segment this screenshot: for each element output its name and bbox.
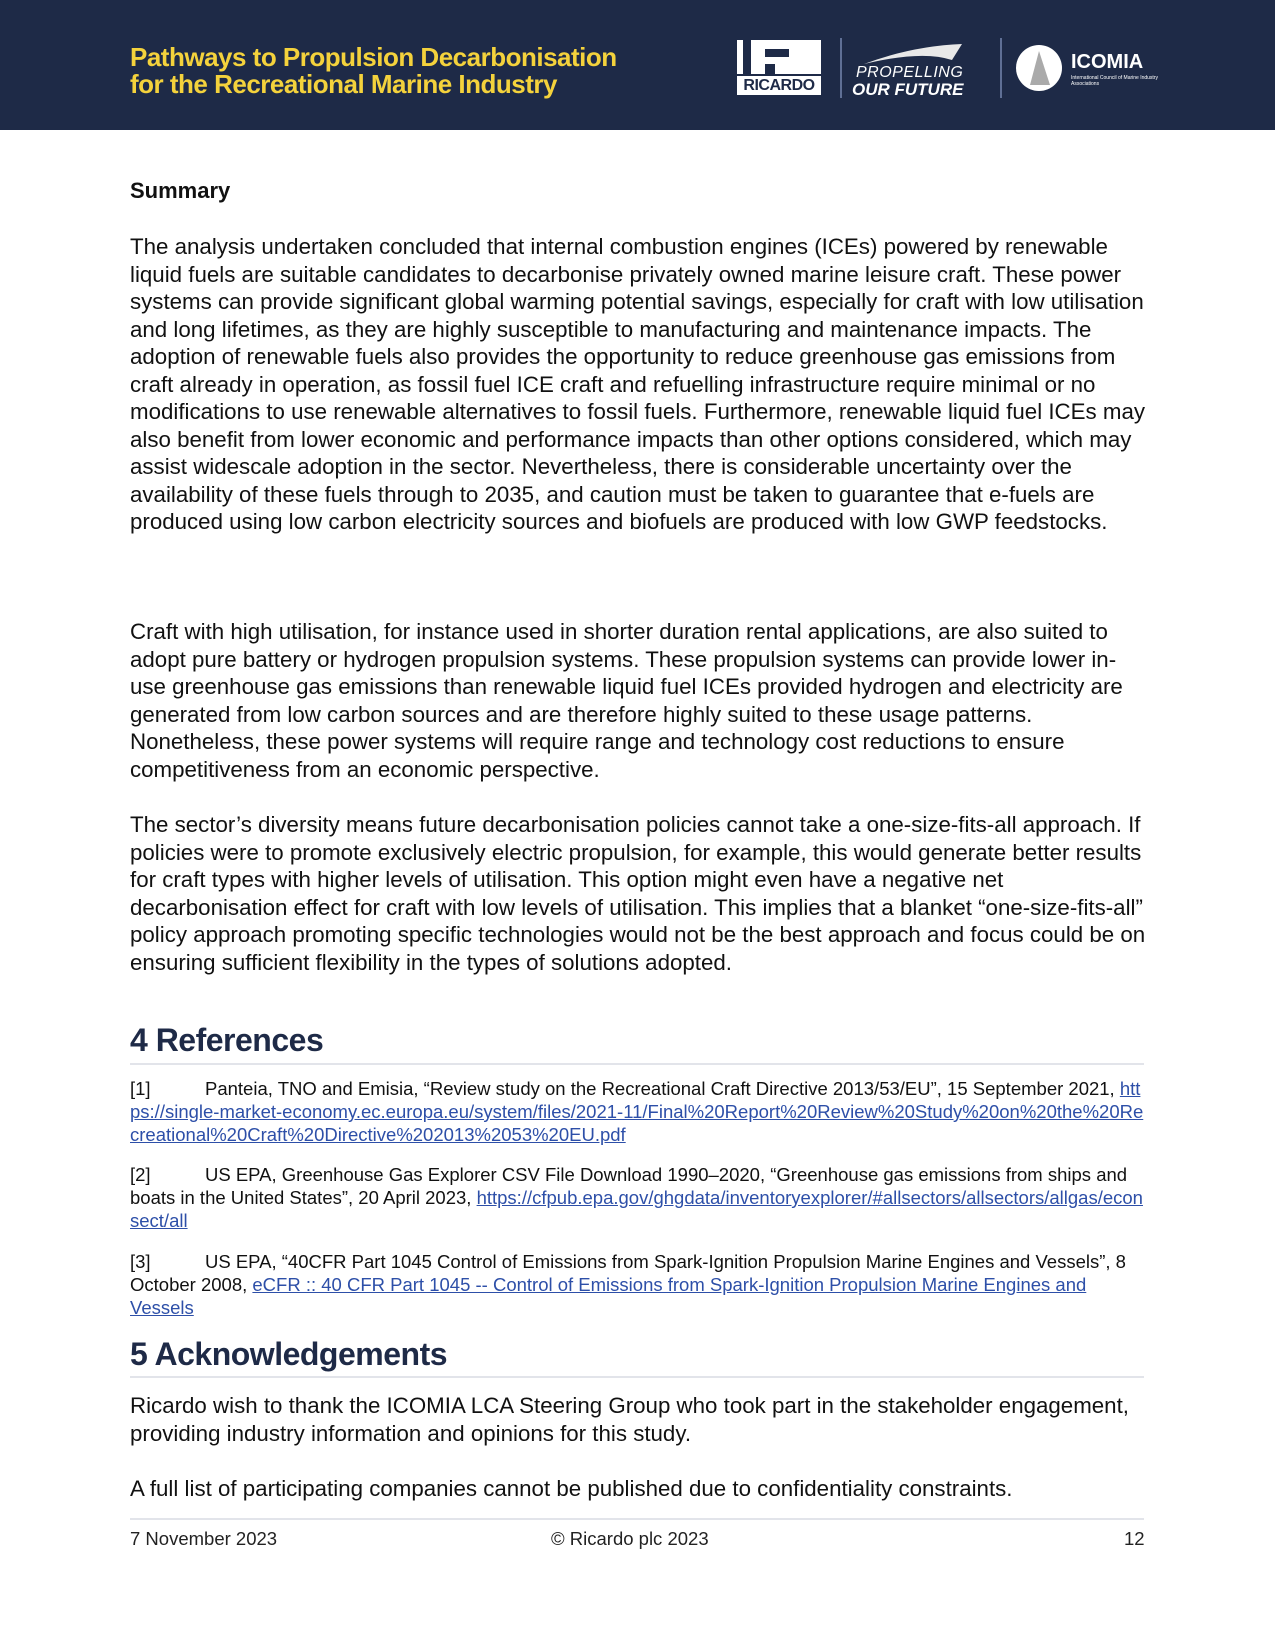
divider xyxy=(130,1376,1144,1378)
reference-text: Panteia, TNO and Emisia, “Review study on the Recreational Craft Directive 2013/53/EU”, 15 September 2021, xyxy=(205,1078,1120,1099)
summary-paragraph: The analysis undertaken concluded that internal combustion engines (ICEs) powered by renewable liquid fuels are suitable candidates to decarbonise privately owned marine leisure craft. These power systems can provide significant global warming potential savings, especially for craft with low utilisation and long lifetimes, as they are highly susceptible to manufacturing and maintenance impacts. The adoption of renewable fuels also provides the opportunity to reduce greenhouse gas emissions from craft already in operation, as fossil fuel ICE craft and refuelling infrastructure require minimal or no modifications to use renewable alternatives to fossil fuels. Furthermore, renewable liquid fuel ICEs may also benefit from lower economic and performance impacts than other options considered, which may assist widescale adoption in the sector. Nevertheless, there is considerable uncertainty over the availability of these fuels through to 2035, and caution must be taken to guarantee that e-fuels are produced using low carbon electricity sources and biofuels are produced with low GWP feedstocks. xyxy=(130,234,1145,534)
logo-divider xyxy=(840,38,842,98)
reference-item xyxy=(130,1077,1150,1146)
reference-item xyxy=(130,1250,1150,1319)
summary-paragraph: The sector’s diversity means future decarbonisation policies cannot take a one-size-fits-all approach. If policies were to promote exclusively electric propulsion, for example, this would generate better results for craft types with higher levels of utilisation. This option might even have a negative net decarbonisation effect for craft with low levels of utilisation. This implies that a blanket “one-size-fits-all” policy approach promoting specific technologies would not be the best approach and focus could be on ensuring sufficient flexibility in the types of solutions adopted. xyxy=(130,812,1146,975)
ricardo-r-mark xyxy=(737,40,821,74)
references-heading: 4 References xyxy=(130,1022,324,1058)
title-line-2: for the Recreational Marine Industry xyxy=(130,69,557,99)
icomia-wordmark: ICOMIA xyxy=(1071,51,1144,73)
boat-swoosh-icon xyxy=(862,40,972,66)
reference-link[interactable]: https://single-market-economy.ec.europa.eu/system/files/2021-11/Final%20Report%20Review%20Study%20on%20the%20Recreational%20Craft%20Directive%202013%2053%20EU.pdf xyxy=(130,1078,1144,1145)
reference-link[interactable]: https://cfpub.epa.gov/ghgdata/inventoryexplorer/#allsectors/allsectors/allgas/econsect/all xyxy=(130,1187,1143,1231)
reference-number: [2] xyxy=(130,1164,151,1185)
propelling-text: PROPELLING xyxy=(856,64,964,81)
page-number: 12 xyxy=(1124,1528,1145,1549)
acknowledgements-paragraph: A full list of participating companies cannot be published due to confidentiality constraints. xyxy=(130,1476,1013,1501)
footer-date: 7 November 2023 xyxy=(130,1528,278,1549)
acknowledgements-paragraph: Ricardo wish to thank the ICOMIA LCA Steering Group who took part in the stakeholder engagement, providing industry information and opinions for this study. xyxy=(130,1393,1129,1446)
ricardo-wordmark: RICARDO xyxy=(737,76,821,95)
acknowledgements-heading: 5 Acknowledgements xyxy=(130,1336,448,1372)
our-future-text: OUR FUTURE xyxy=(852,80,964,99)
page-header xyxy=(0,0,1275,130)
document-title xyxy=(130,44,617,98)
reference-item xyxy=(130,1163,1150,1232)
logo-divider xyxy=(1000,38,1002,98)
ricardo-logo xyxy=(737,40,821,95)
summary-heading: Summary xyxy=(130,178,231,203)
reference-link[interactable]: eCFR :: 40 CFR Part 1045 -- Control of Emissions from Spark-Ignition Propulsion Marine Engines and Vessels xyxy=(130,1274,1087,1318)
reference-text: US EPA, “40CFR Part 1045 Control of Emissions from Spark-Ignition Propulsion Marine Engines and Vessels”, 8 October 2008, xyxy=(130,1251,1126,1295)
divider xyxy=(130,1063,1144,1065)
icomia-subtitle: International Council of Marine Industry Associations xyxy=(1071,75,1158,87)
summary-paragraph: Craft with high utilisation, for instance used in shorter duration rental applications, are also suited to adopt pure battery or hydrogen propulsion systems. These propulsion systems can provide lower in-use greenhouse gas emissions than renewable liquid fuel ICEs provided hydrogen and electricity are generated from low carbon sources and are therefore highly suited to these usage patterns. Nonetheless, these power systems will require range and technology cost reductions to ensure competitiveness from an economic perspective. xyxy=(130,619,1123,782)
reference-number: [1] xyxy=(130,1078,151,1099)
reference-text: US EPA, Greenhouse Gas Explorer CSV File Download 1990–2020, “Greenhouse gas emissions from ships and boats in the United States”, 20 April 2023, xyxy=(130,1164,1128,1208)
title-line-1: Pathways to Propulsion Decarbonisation xyxy=(130,42,617,72)
reference-number: [3] xyxy=(130,1251,151,1272)
icomia-emblem-icon xyxy=(1016,45,1062,91)
footer-copyright: © Ricardo plc 2023 xyxy=(551,1528,709,1549)
footer-divider xyxy=(130,1518,1144,1520)
